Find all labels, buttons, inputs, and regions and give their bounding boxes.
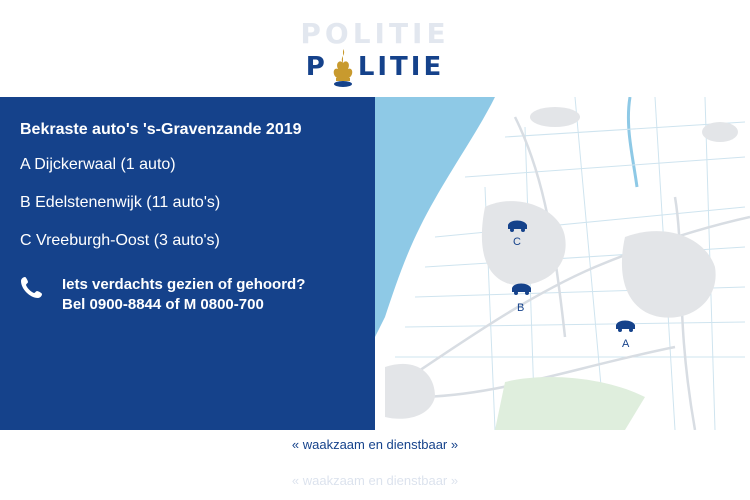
flame-emblem-icon <box>330 47 356 87</box>
slogan-reflection: « waakzaam en dienstbaar » <box>291 473 459 488</box>
info-panel <box>0 97 375 430</box>
politie-logo <box>300 42 450 92</box>
area-item-a: A Dijckerwaal (1 auto) <box>20 156 176 173</box>
marker-label-c: C <box>513 236 521 248</box>
slogan: « waakzaam en dienstbaar » <box>291 437 459 452</box>
contact-block <box>20 275 355 315</box>
logo-text-right: LITIE <box>357 52 445 82</box>
area-item-c: C Vreeburgh-Oost (3 auto's) <box>20 232 220 249</box>
contact-phone-numbers: Bel 0900-8844 of M 0800-700 <box>62 296 264 313</box>
header <box>0 0 750 97</box>
logo-text-left: P <box>305 52 328 82</box>
marker-label-b: B <box>517 302 525 314</box>
map-canvas <box>375 97 750 430</box>
marker-label-a: A <box>622 338 630 350</box>
panel-title: Bekraste auto's 's-Gravenzande 2019 <box>20 121 302 138</box>
map-view <box>375 97 750 430</box>
contact-question: Iets verdachts gezien of gehoord? <box>62 276 306 293</box>
area-item-b: B Edelstenenwijk (11 auto's) <box>20 194 221 211</box>
phone-icon <box>20 275 44 299</box>
logo-reflection: POLITIE <box>300 17 450 44</box>
